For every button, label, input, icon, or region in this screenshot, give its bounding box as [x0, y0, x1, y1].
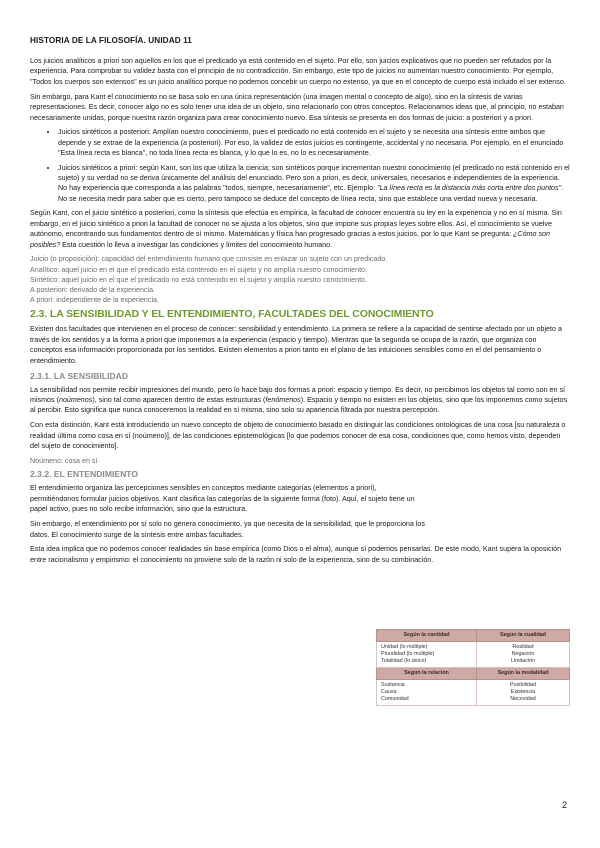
table-cell: Comunidad — [377, 696, 477, 706]
table-header: Según la cualidad — [477, 630, 570, 642]
key-question: ¿Cómo son posibles? — [30, 230, 550, 249]
definition-item: A priori: independiente de la experiencia. — [30, 296, 160, 305]
table-header: Según la modalidad — [477, 668, 570, 680]
paragraph-text: ). Espacio y tiempo no existen en los objetos, sino que los imponemos como sujetos al percibir. Esto significa que nunca conoceremos la realidad en sí misma, sino solo su apariencia filtrada por nuestra percepción. — [30, 395, 568, 415]
table-row — [377, 658, 570, 668]
table-row — [377, 651, 570, 658]
table-header: Según la relación — [377, 668, 477, 680]
paragraph-faculties: Existen dos facultades que intervienen en el proceso de conocer: sensibilidad y entendimiento. La primera se refiere a la capacidad de sentirse afectado por un objeto a través de los sentidos y a la forma a priori que imponemos a la experiencia (espacio y tiempo). Mientras que la segunda se ocupa de la razón, que organiza con conceptos esa información proporcionada por los sentidos. Existen elementos a priori tanto en el plano de las intuiciones sensibles como en el del pensamiento o entendimiento. — [30, 325, 562, 365]
definition-item: Sintético: aquel juicio en el que el predicado no está contenido en el sujeto y amplía nuestro conocimiento. — [30, 275, 368, 284]
paragraph-text: Según Kant, con el juicio sintético a posteriori, como la síntesis que efectúa es empírica, la facultad de conocer encuentra su ley en la experiencia y no en sí misma. Sin embargo, en el juicio sintético a priori la facultad de conocer no se ajusta a los objetos, sino que impone sus propias leyes sobre ellos. Así, el conocimiento se vuelve autónomo, encontrando sus fundamentos dentro de sí mismo. Matemáticas y física han progresado gracias a estos juicios, por lo que Kant se pregunta: — [30, 209, 562, 239]
list-item-synthetic-a-posteriori: • Juicios sintéticos a posteriori: Amplían nuestro conocimiento, pues el predicado no está contenido en el sujeto y se necesita una síntesis entre ambos que depende y se extrae de la experiencia (a posteriori). Por eso, la validez de estos juicios es contingente, accidental y no necesaria. Por ejemplo, en el enunciado "Esta línea recta es blanca", no toda línea recta es blanca, y lo que lo es, no lo es necesariamente. — [58, 127, 570, 158]
section-heading-2-3: 2.3. LA SENSIBILIDAD Y EL ENTENDIMIENTO, FACULTADES DEL CONOCIMIENTO — [30, 308, 434, 321]
table-cell: Necesidad — [477, 696, 570, 706]
list-item-text: Juicios sintéticos a priori: según Kant, son los que utiliza la ciencia; son sintéticos porque incrementan nuestro conocimiento (el predicado no está contenido en el sujeto) y su verdad no se deriva únicamente del análisis del enunciado. Pero son a priori, es decir, universales, necesarios e independientes de la experiencia. No hay experiencia que corresponda a las palabras "todos, siempre, necesariamente", etc. Ejemplo: — [58, 163, 570, 193]
paragraph-synthesis-faculties: Sin embargo, el entendimiento por sí solo no genera conocimiento, ya que necesita de la sensibilidad, que le proporciona los datos. El conocimiento surge de la síntesis entre ambas facultades. — [30, 520, 425, 539]
table-row — [377, 696, 570, 706]
paragraph-synthesis: Sin embargo, para Kant el conocimiento no se basa solo en una única representación (una imagen mental o concepto de algo), sino en la síntesis de varias representaciones. Es decir, conocer algo no es solo tener una idea de un objeto, sino relacionarlo con otros conceptos. Relacionamos ideas que, al principio, no estaban necesariamente unidas, porque nuestra razón organiza para crear conocimiento nuevo. Esa síntesis se presenta en dos formas de juicio: a posteriori y a priori. — [30, 92, 564, 122]
paragraph-kant-question — [30, 208, 570, 250]
definition-item: A posteriori: derivado de la experiencia. — [30, 286, 156, 295]
definition-item: Juicio (o proposición): capacidad del entendimiento humano que consiste en enlazar un sujeto con un predicado. — [30, 255, 388, 264]
definition-item: Analítico: aquel juicio en el que el predicado está contenido en el sujeto y no amplía nuestro conocimiento. — [30, 265, 368, 274]
table-row — [377, 680, 570, 690]
categories-table — [376, 629, 570, 706]
term-noumenos: noúmenos — [58, 395, 93, 404]
table-cell: Posibilidad — [477, 680, 570, 690]
paragraph-understanding: El entendimiento organiza las percepciones sensibles en conceptos mediante categorías (elementos a priori), permitiéndonos formular juicios objetivos. Kant clasifica las categorías de la siguiente forma (foto). Aquí, el sujeto tiene un papel activo, pues no solo recibe información, sino que la estructura. — [30, 484, 415, 514]
understanding-text-column — [30, 483, 425, 540]
section-heading-2-3-2: 2.3.2. EL ENTENDIMIENTO — [30, 469, 139, 480]
paragraph-distinction: Con esta distinción, Kant está introduciendo un nuevo concepto de objeto de conocimiento basado en distinguir las condiciones ontológicas de una cosa [su naturaleza o realidad última como cosa en sí (noúmeno)], de las condiciones epistemológicas [lo que podemos conocer de esa cosa, condiciones que, como hemos visto, dependen del sujeto de conocimiento]. — [30, 421, 566, 451]
list-item-synthetic-a-priori — [58, 163, 570, 205]
page-header: HISTORIA DE LA FILOSOFÍA. UNIDAD 11 — [30, 36, 192, 45]
list-item-text: . No se necesita medir para saber que es cierto, pero tampoco se deduce del concepto de línea recta, sino que establece una verdad nueva y necesaria. — [58, 184, 564, 203]
table-cell: Realidad — [477, 642, 570, 652]
table-row — [377, 689, 570, 696]
table-cell: Negación — [477, 651, 570, 658]
paragraph-text: Esta cuestión lo lleva a investigar las condiciones y límites del conocimiento humano. — [60, 240, 333, 249]
table-cell: Pluralidad (lo múltiple) — [377, 651, 477, 658]
table-header-row — [377, 668, 570, 680]
definitions-box — [30, 254, 570, 305]
table-header: Según la cantidad — [377, 630, 477, 642]
table-cell: Causa — [377, 689, 477, 696]
table-cell: Existencia — [477, 689, 570, 696]
paragraph-analytic-judgments: Los juicios analíticos a priori son aquellos en los que el predicado ya está contenido en el sujeto. Por ello, son juicios explicativos que no pueden ser refutados por la experiencia. Para comprobar su validez basta con el principio de no contradicción. Sin embargo, este tipo de juicios no aumentan nuestro conocimiento. Por ejemplo, "Todos los cuerpos son extensos" es un juicio analítico porque no podemos concebir un cuerpo no extenso, ya que en el concepto de cuerpo está incluido el ser extenso. — [30, 57, 566, 86]
table-header-row — [377, 630, 570, 642]
term-fenomenos: fenómenos — [265, 395, 301, 404]
paragraph-conclusion: Esta idea implica que no podemos conocer realidades sin base empírica (como Dios o el alma), aunque sí podemos pensarlas. De este modo, Kant supera la oposición entre racionalismo y empirismo: el conocimiento no proviene solo de la razón ni solo de la experiencia, sino de su combinación. — [30, 545, 562, 564]
table-cell: Unidad (lo múltiple) — [377, 642, 477, 652]
example-quote: "La línea recta es la distancia más corta entre dos puntos" — [377, 184, 562, 193]
page-number: 2 — [562, 800, 568, 810]
judgment-types-list — [30, 127, 570, 204]
table-cell: Sustancia — [377, 680, 477, 690]
paragraph-sensibility — [30, 385, 570, 416]
table-cell: Limitación — [477, 658, 570, 668]
paragraph-text: ), sino tal como aparecen dentro de estas estructuras ( — [92, 395, 266, 404]
section-heading-2-3-1: 2.3.1. LA SENSIBILIDAD — [30, 370, 129, 381]
document-body — [30, 56, 570, 570]
noumeno-note: Noúmeno: cosa en sí — [30, 456, 98, 465]
paragraph-text: La sensibilidad nos permite recibir impresiones del mundo, pero lo hace bajo dos formas a priori: espacio y tiempo. Es decir, no percibimos los objetos tal como son en sí mismos ( — [30, 385, 566, 404]
table-row — [377, 642, 570, 652]
table-cell: Totalidad (lo único) — [377, 658, 477, 668]
